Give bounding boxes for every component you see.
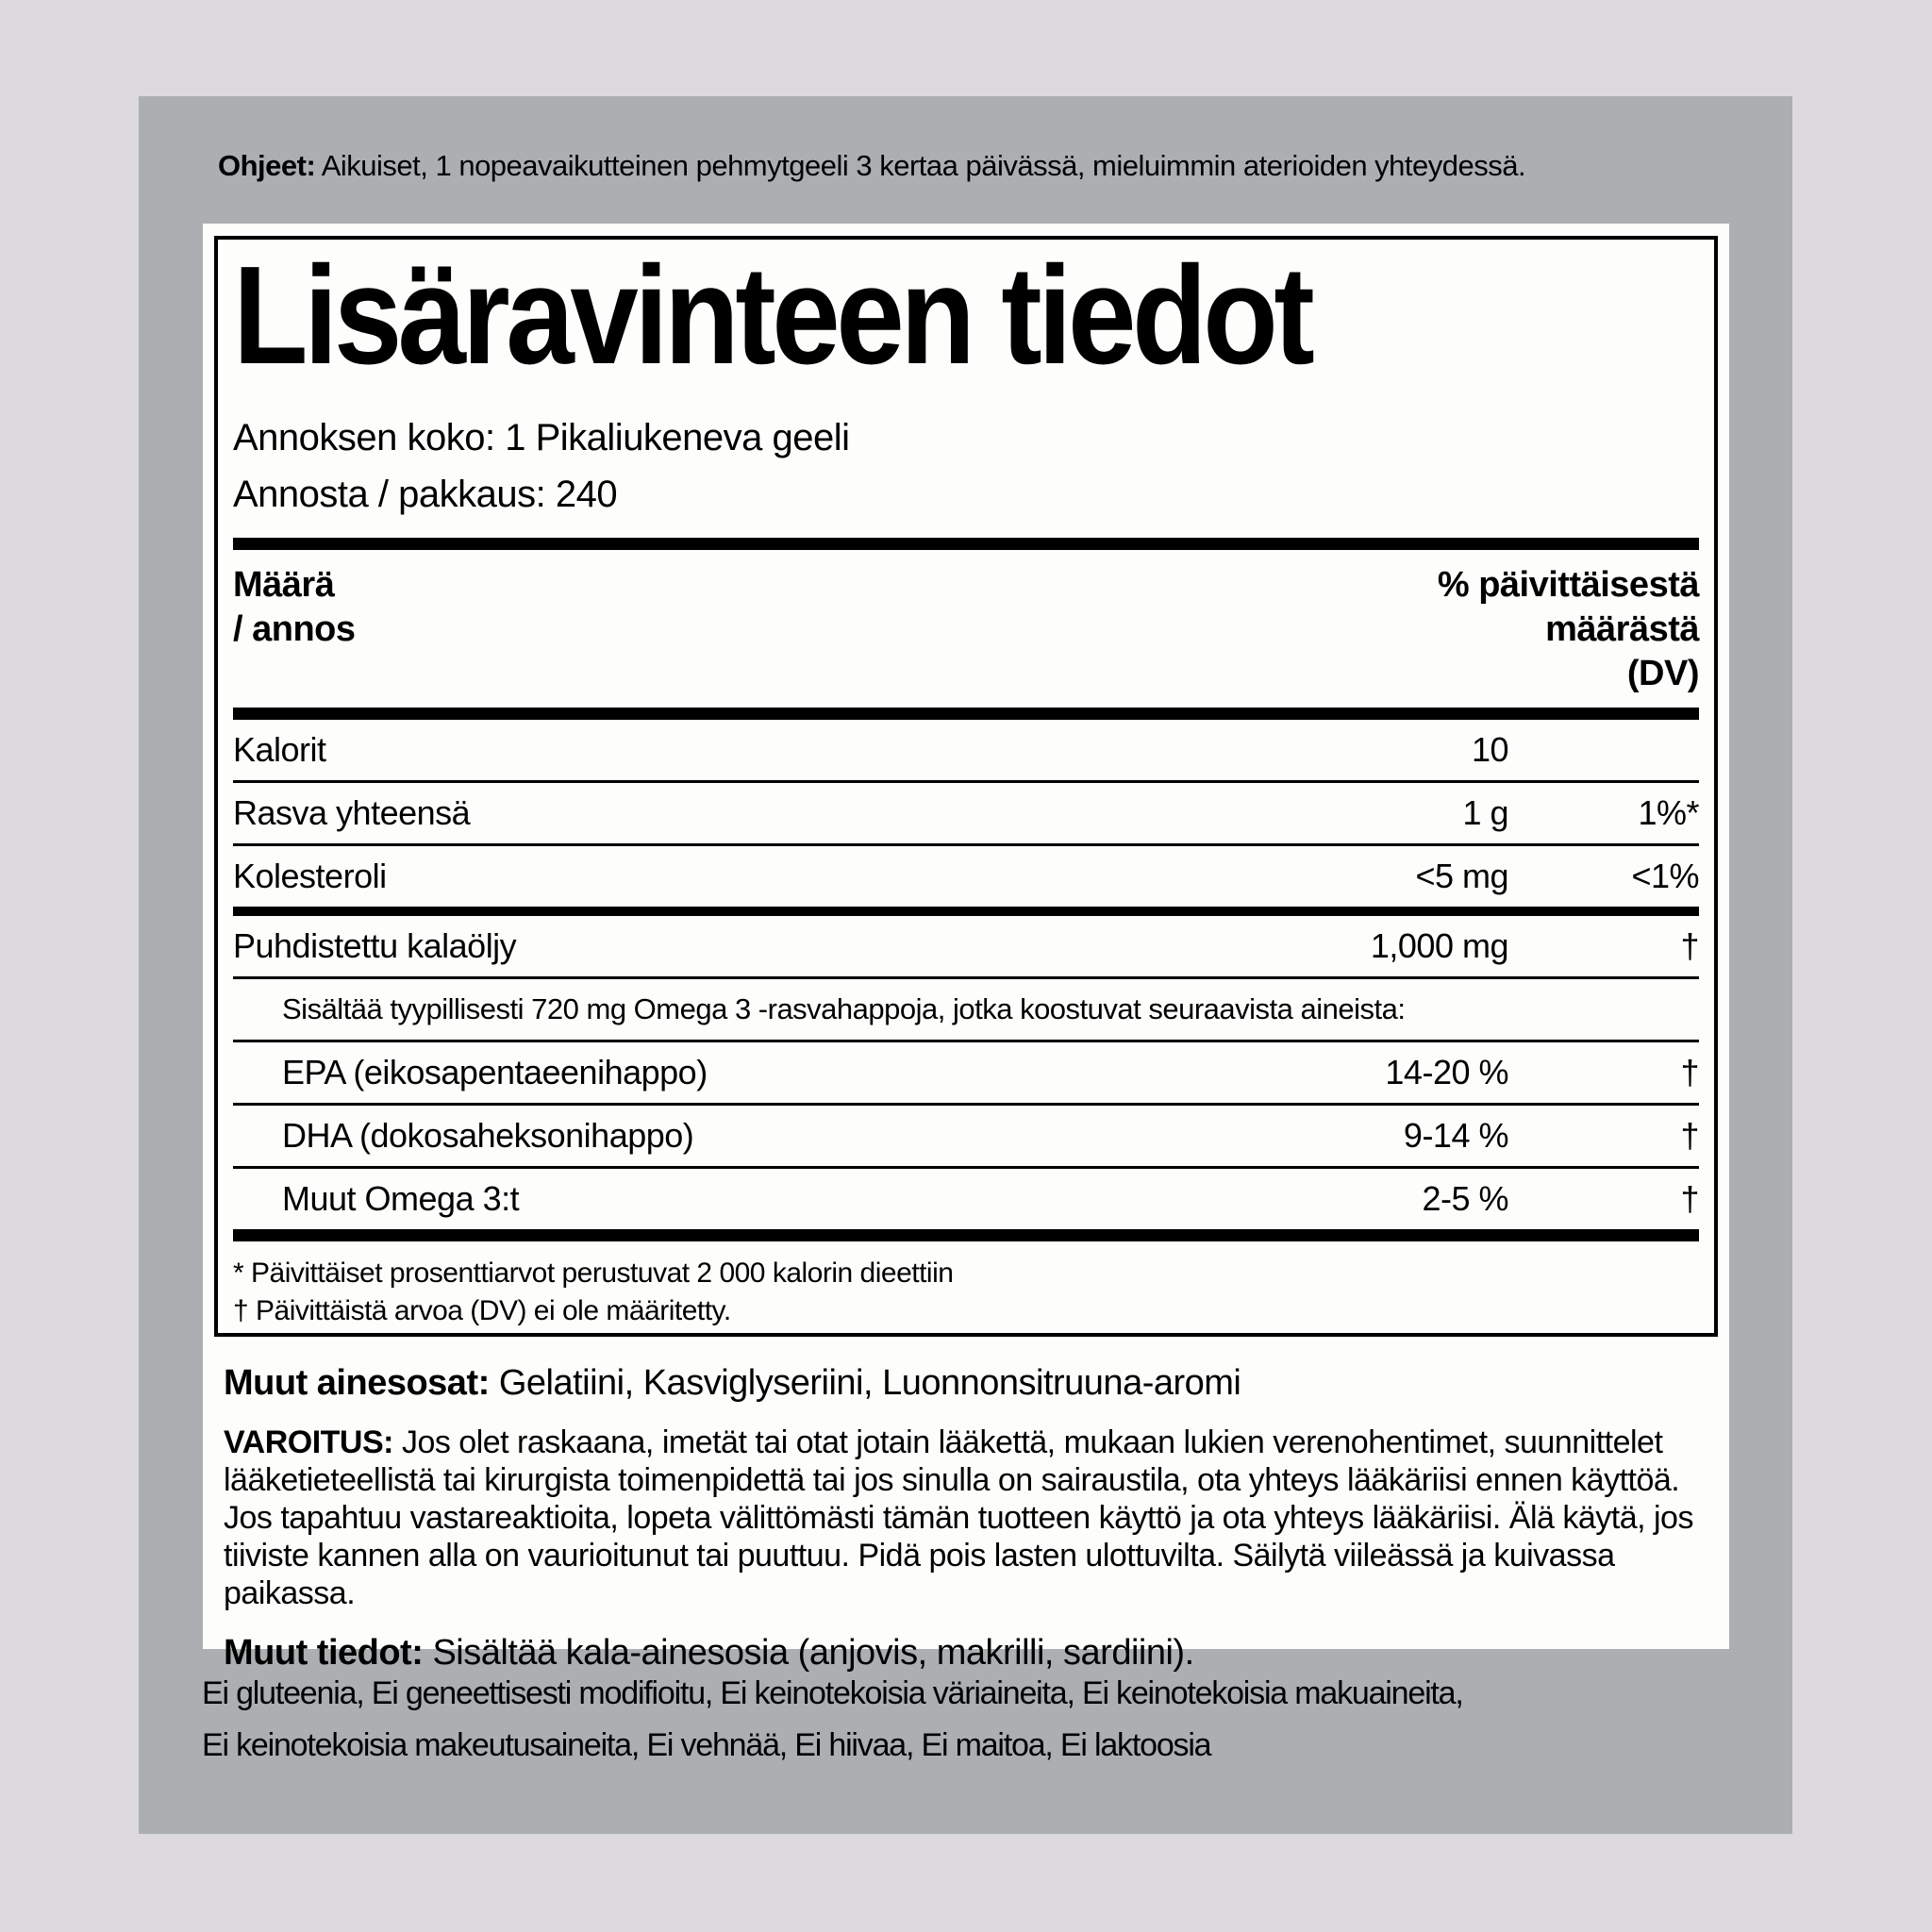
- table-row-kolesteroli: [233, 846, 1699, 916]
- warning: [224, 1424, 1703, 1612]
- table-row-muut-omega: [233, 1169, 1699, 1241]
- row-name: Kalorit: [233, 730, 326, 769]
- row-amount: 2-5 %: [1422, 1179, 1508, 1218]
- other-ingredients-label: Muut ainesosat:: [224, 1363, 490, 1403]
- row-name: Sisältää tyypillisesti 720 mg Omega 3 -rasvahappoja, jotka koostuvat seuraavista aineista:: [282, 992, 1406, 1025]
- row-name: DHA (dokosaheksonihappo): [282, 1116, 694, 1155]
- row-amount: 14-20 %: [1385, 1053, 1508, 1091]
- directions-text: Aikuiset, 1 nopeavaikutteinen pehmytgeeli 3 kertaa päivässä, mieluimmin aterioiden yhteydessä.: [321, 149, 1526, 182]
- serving-block: [233, 409, 1699, 523]
- supplement-facts-box: [214, 236, 1718, 1337]
- row-amount: 1 g: [1462, 793, 1508, 832]
- table-row-omega3-note: [233, 979, 1699, 1042]
- row-amount: 10: [1471, 730, 1508, 769]
- directions-line: [218, 147, 1756, 185]
- row-name: Muut Omega 3:t: [282, 1179, 520, 1218]
- facts-title: Lisäravinteen tiedot: [233, 238, 1311, 393]
- table-header-dv-line1: % päivittäisestä: [1437, 565, 1699, 605]
- product-label: [139, 96, 1792, 1834]
- table-header-amount-line2: / annos: [233, 609, 356, 649]
- footnote-asterisk: * Päivittäiset prosenttiarvot perustuvat 2 000 kalorin dieettiin: [233, 1257, 954, 1289]
- row-amount: <5 mg: [1415, 857, 1508, 895]
- row-dv: †: [1680, 1053, 1699, 1091]
- footnote-dagger: † Päivittäistä arvoa (DV) ei ole määritetty.: [233, 1295, 731, 1326]
- table-row-kalorit: [233, 720, 1699, 783]
- table-header-dv-line2: määrästä: [1545, 609, 1699, 649]
- row-dv: 1%*: [1638, 793, 1699, 832]
- row-dv: †: [1680, 1179, 1699, 1218]
- row-name: Kolesteroli: [233, 857, 387, 895]
- row-dv: †: [1680, 926, 1699, 965]
- other-ingredients: [224, 1361, 1703, 1405]
- servings-per-container: Annosta / pakkaus: 240: [233, 474, 618, 515]
- row-dv: †: [1680, 1116, 1699, 1155]
- serving-size: Annoksen koko: 1 Pikaliukeneva geeli: [233, 417, 850, 458]
- table-row-rasva: [233, 783, 1699, 846]
- other-info-label: Muut tiedot:: [224, 1633, 424, 1673]
- table-header-amount: [233, 563, 356, 652]
- divider-bar-header: [233, 708, 1699, 720]
- table-header-dv: [1438, 563, 1699, 696]
- table-header: [233, 550, 1699, 708]
- other-info-text: Sisältää kala-ainesosia (anjovis, makrilli, sardiini).: [432, 1633, 1194, 1673]
- divider-bar-top: [233, 538, 1699, 550]
- supplement-facts-panel: [203, 224, 1729, 1673]
- other-ingredients-text: Gelatiini, Kasviglyseriini, Luonnonsitruuna-aromi: [498, 1363, 1241, 1403]
- claims-line1: Ei gluteenia, Ei geneettisesti modifioitu, Ei keinotekoisia väriaineita, Ei keinotekoisia makuaineita,: [202, 1675, 1463, 1711]
- row-dv: <1%: [1631, 857, 1699, 895]
- claims-line2: Ei keinotekoisia makeutusaineita, Ei vehnää, Ei hiivaa, Ei maitoa, Ei laktoosia: [202, 1727, 1211, 1763]
- table-row-epa: [233, 1042, 1699, 1106]
- row-name: Rasva yhteensä: [233, 793, 471, 832]
- footnotes: [233, 1255, 1699, 1330]
- row-name: EPA (eikosapentaeenihappo): [282, 1053, 708, 1091]
- row-name: Puhdistettu kalaöljy: [233, 926, 517, 965]
- warning-text: Jos olet raskaana, imetät tai otat jotain lääkettä, mukaan lukien verenohentimet, suunnittelet lääketieteellistä tai kirurgista toimenpidettä tai jos sinulla on sairaustila, ota yhteys lääkäriisi ennen käyttöä. Jos tapahtuu vastareaktioita, lopeta välittömästi tämän tuotteen käyttö ja ota yhteys lääkäriisi. Älä käytä, jos tiiviste kannen alla on vaurioitunut tai puuttuu. Pidä pois lasten ulottuvilta. Säilytä viileässä ja kuivassa paikassa.: [224, 1424, 1693, 1611]
- row-amount: 1,000 mg: [1370, 926, 1508, 965]
- table-row-kalaoljy: [233, 916, 1699, 979]
- facts-title-wrap: [233, 238, 1699, 393]
- warning-label: VAROITUS:: [224, 1424, 393, 1460]
- table-header-dv-line3: (DV): [1626, 654, 1699, 693]
- claims: [202, 1668, 1730, 1772]
- row-amount: 9-14 %: [1403, 1116, 1508, 1155]
- directions-label: Ohjeet:: [218, 149, 316, 182]
- table-header-amount-line1: Määrä: [233, 565, 335, 605]
- table-row-dha: [233, 1106, 1699, 1169]
